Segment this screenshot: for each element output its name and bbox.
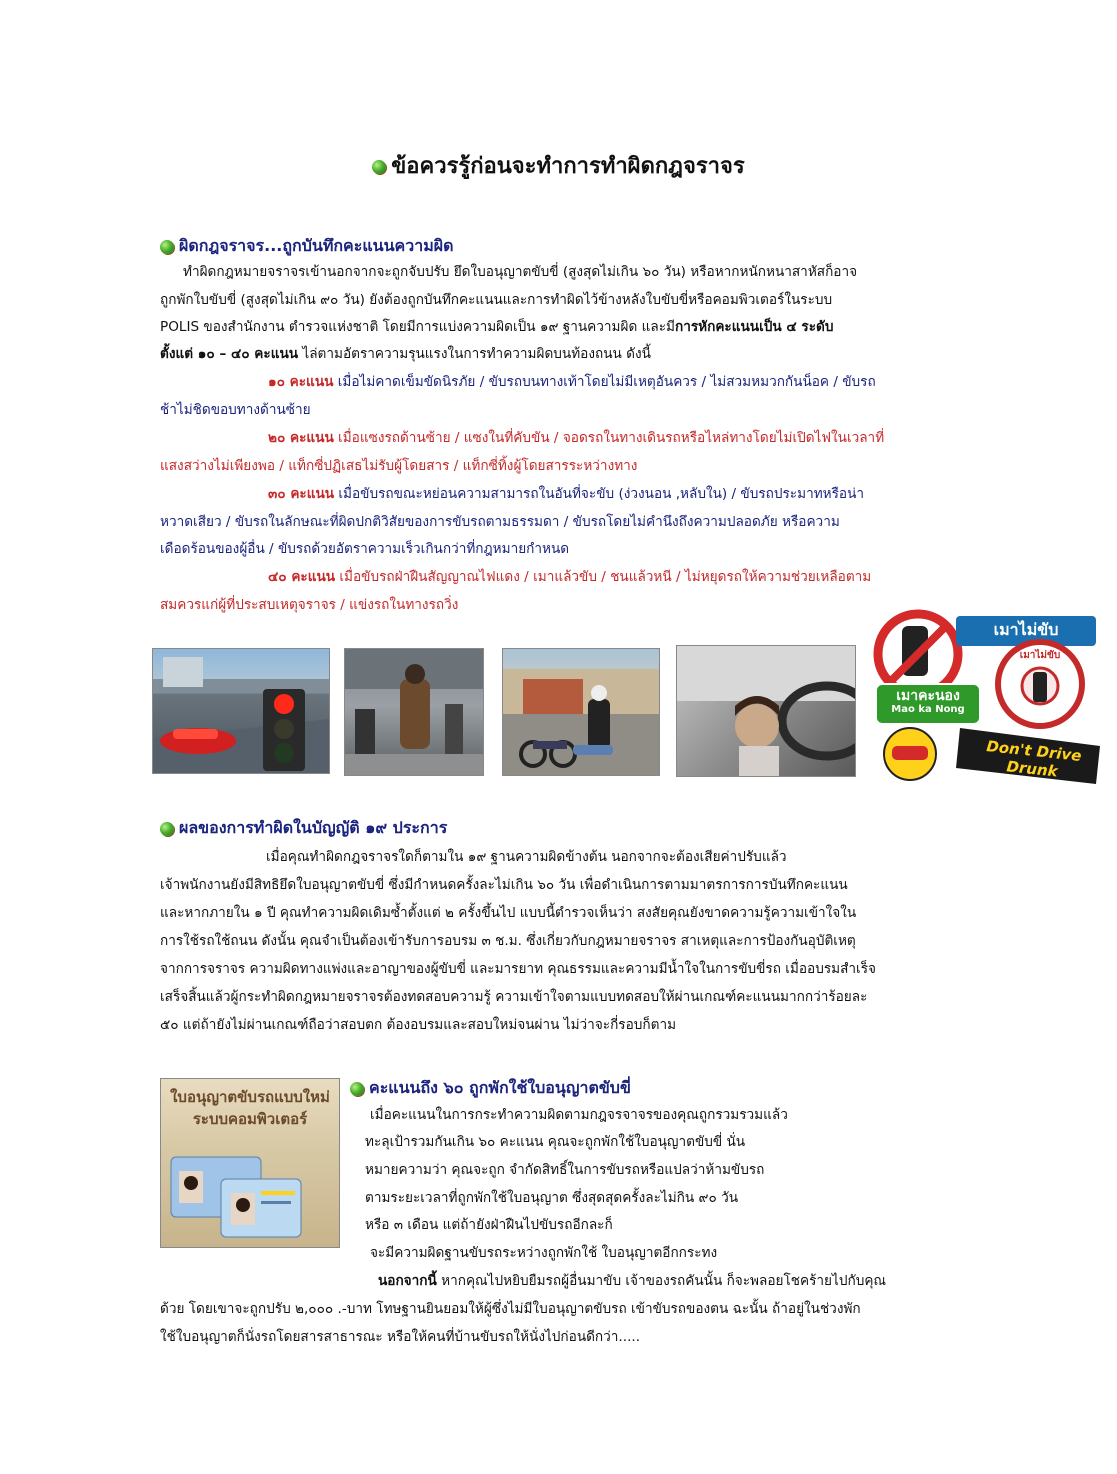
level-30-line-1: ๓๐ คะแนน เมื่อขับรถขณะหย่อนความสามารถในอันที่จะขับ (ง่วงนอน ,หลับใน) / ขับรถประมาทหรือน่า	[268, 486, 865, 502]
section-2-line-5: จากการจราจร ความผิดทางแพ่งและอาญาของผู้ขับขี่ และมารยาท คุณธรรมและความมีน้ำใจในการขับขี่รถ เมื่ออบรมสำเร็จ	[160, 961, 876, 977]
license-card-title-2: ระบบคอมพิวเตอร์	[192, 1110, 308, 1128]
level-20-line-1: ๒๐ คะแนน เมื่อแซงรถด้านซ้าย / แซงในที่คับขัน / จอดรถในทางเดินรถหรือไหล่ทางโดยไม่เปิดไฟในเวลาที่	[268, 430, 885, 446]
intro-line-4: ตั้งแต่ ๑๐ – ๔๐ คะแนน ไล่ตามอัตราความรุนแรงในการทำความผิดบนท้องถนน ดังนี้	[160, 346, 651, 362]
level-10-label: ๑๐ คะแนน	[268, 374, 334, 390]
section-3-extra-3: ใช้ใบอนุญาตก็นั่งรถโดยสารสาธารณะ หรือให้คนที่บ้านขับรถให้นั่งไปก่อนดีกว่า.....	[160, 1329, 641, 1345]
section-2-line-4: การใช้รถใช้ถนน ดังนั้น คุณจำเป็นต้องเข้ารับการอบรม ๓ ช.ม. ซึ่งเกี่ยวกับกฎหมายจราจร สาเหตุและการป้องกันอุบัติเหตุ	[160, 933, 856, 949]
page-title: ข้อควรรู้ก่อนจะทำการทำผิดกฎจราจร	[0, 148, 1117, 183]
level-10-line-1: ๑๐ คะแนน เมื่อไม่คาดเข็มขัดนิรภัย / ขับรถบนทางเท้าโดยไม่มีเหตุอันควร / ไม่สวมหมวกกันน็อค / ขับรถ	[268, 374, 876, 390]
license-card-title-1: ใบอนุญาตขับรถแบบใหม่	[170, 1088, 330, 1106]
section-2-line-2: เจ้าพนักงานยังมีสิทธิยึดใบอนุญาตขับขี่ ซึ่งมีกำหนดครั้งละไม่เกิน ๖๐ วัน เพื่อดำเนินการตามมาตรการการบันทึกคะแนน	[160, 877, 848, 893]
red-car-traffic-light-illustration	[153, 649, 329, 773]
green-gem-bullet-icon	[160, 240, 174, 254]
section-3-line-3: หมายความว่า คุณจะถูก จำกัดสิทธิ์ในการขับรถหรือแปลว่าห้ามขับรถ	[365, 1162, 765, 1178]
police-officer-illustration	[345, 649, 483, 775]
deduction-levels-text: การหักคะแนนเป็น ๔ ระดับ	[674, 319, 834, 335]
police-officer-photo	[344, 648, 484, 776]
sign-circle-label: เมาไม่ขับ	[1019, 650, 1061, 661]
section-2-line-1: เมื่อคุณทำผิดกฎจราจรใดก็ตามใน ๑๙ ฐานความผิดข้างต้น นอกจากจะต้องเสียค่าปรับแล้ว	[266, 849, 787, 865]
license-cards-illustration	[161, 1139, 339, 1247]
section-2-heading: ผลของการทำผิดในบัญญัติ ๑๙ ประการ	[160, 816, 447, 841]
section-3-line-1: เมื่อคะแนนในการกระทำความผิดตามกฎจรจาจรของคุณถูกรวมรวมแล้ว	[370, 1107, 788, 1123]
section-3-line-5: หรือ ๓ เดือน แต่ถ้ายังฝ่าฝืนไปขับรถอีกละก็	[365, 1217, 613, 1233]
section-3-line-2: ทะลุเป้ารวมกันเกิน ๖๐ คะแนน คุณจะถูกพักใช้ใบอนุญาตขับขี่ นั่น	[365, 1134, 746, 1150]
section-3-extra-1: นอกจากนี้ หากคุณไปหยิบยืมรถผู้อื่นมาขับ เจ้าของรถคันนั้น ก็จะพลอยโชคร้ายไปกับคุณ	[378, 1273, 887, 1289]
child-driving-illustration	[677, 646, 855, 776]
green-gem-bullet-icon	[160, 822, 174, 836]
red-car-traffic-light-photo	[152, 648, 330, 774]
section-3-line-4: ตามระยะเวลาที่ถูกพักใช้ใบอนุญาต ซึ่งสุดสุดครั้งละไม่กิน ๙๐ วัน	[365, 1190, 739, 1206]
level-10-line-2: ช้าไม่ชิดขอบทางด้านซ้าย	[160, 402, 311, 418]
child-driving-photo	[676, 645, 856, 777]
green-gem-bullet-icon	[372, 160, 386, 174]
section-2-line-6: เสร็จสิ้นแล้วผู้กระทำผิดกฎหมายจราจรต้องทดสอบความรู้ ความเข้าใจตามแบบทดสอบให้ผ่านเกณฑ์คะแนนมากกว่าร้อยละ	[160, 989, 868, 1005]
motorcycle-accident-photo	[502, 648, 660, 776]
green-gem-bullet-icon	[350, 1082, 364, 1096]
section-3-heading: คะแนนถึง ๖๐ ถูกพักใช้ใบอนุญาตขับขี่	[350, 1076, 631, 1101]
sign-top-banner: เมาไม่ขับ	[993, 620, 1059, 639]
sign-green-label: เมาคะนอง	[896, 688, 960, 704]
license-card-image	[160, 1078, 340, 1248]
section-2-line-7: ๕๐ แต่ถ้ายังไม่ผ่านเกณฑ์ถือว่าสอบตก ต้องอบรมและสอบใหม่จนผ่าน ไม่ว่าจะกี่รอบก็ตาม	[160, 1017, 677, 1033]
level-40-line-1: ๔๐ คะแนน เมื่อขับรถฝ่าฝืนสัญญาณไฟแดง / เมาแล้วขับ / ชนแล้วหนี / ไม่หยุดรถให้ความช่วยเหลือตาม	[268, 569, 872, 585]
section-3-extra-2: ด้วย โดยเขาจะถูกปรับ ๒,๐๐๐ .-บาท โทษฐานยินยอมให้ผู้ซึ่งไม่มีใบอนุญาตขับรถ เข้าขับรถของตน ฉะนั้น ถ้าอยู่ในช่วงพัก	[160, 1301, 861, 1317]
section-3-line-6: จะมีความผิดฐานขับรถระหว่างถูกพักใช้ ใบอนุญาตอีกกระทง	[370, 1245, 718, 1261]
motorcycle-accident-illustration	[503, 649, 659, 775]
level-30-line-3: เดือดร้อนของผู้อื่น / ขับรถด้วยอัตราความเร็วเกินกว่าที่กฎหมายกำหนด	[160, 541, 570, 557]
level-20-line-2: แสงสว่างไม่เพียงพอ / แท็กซี่ปฏิเสธไม่รับผู้โดยสาร / แท็กซี่ทิ้งผู้โดยสารระหว่างทาง	[160, 458, 638, 474]
sign-green-sublabel: Mao ka Nong	[891, 704, 965, 715]
level-40-line-2: สมควรแก่ผู้ที่ประสบเหตุจราจร / แข่งรถในทางรถวิ่ง	[160, 597, 459, 613]
sign-dont-drive-drunk: Don't Drive Drunk	[985, 737, 1083, 781]
intro-line-2: ถูกพักใบขับขี่ (สูงสุดไม่เกิน ๙๐ วัน) ยังต้องถูกบันทึกคะแนนและการทำผิดไว้ข้างหลังใบขับขี่หรือคอมพิวเตอร์ในระบบ	[160, 292, 833, 308]
level-40-label: ๔๐ คะแนน	[268, 569, 336, 585]
section-2-line-3: และหากภายใน ๑ ปี คุณทำความผิดเดิมซ้ำตั้งแต่ ๒ ครั้งขึ้นไป แบบนี้ตำรวจเห็นว่า สงสัยคุณยังขาดความรู้ความเข้าใจใน	[160, 905, 857, 921]
level-20-label: ๒๐ คะแนน	[268, 430, 334, 446]
intro-line-1: ทำผิดกฎหมายจราจรเข้านอกจากจะถูกจับปรับ ยึดใบอนุญาตขับขี่ (สูงสุดไม่เกิน ๖๐ วัน) หรือหากหนักหนาสาหัสก็อาจ	[183, 264, 858, 280]
level-30-label: ๓๐ คะแนน	[268, 486, 335, 502]
intro-line-3: POLIS ของสำนักงาน ตำรวจแห่งชาติ โดยมีการแบ่งความผิดเป็น ๑๙ ฐานความผิด และมีการหักคะแนนเป็น ๔ ระดับ	[160, 319, 834, 335]
dont-drive-drunk-sign	[870, 606, 1102, 784]
level-30-line-2: หวาดเสียว / ขับรถในลักษณะที่ผิดปกติวิสัยของการขับรถตามธรรมดา / ขับรถโดยไม่คำนึงถึงความปลอดภัย หรือความ	[160, 514, 840, 530]
besides-label: นอกจากนี้	[378, 1273, 437, 1289]
section-1-heading: ผิดกฎจราจร...ถูกบันทึกคะแนนความผิด	[160, 234, 454, 259]
